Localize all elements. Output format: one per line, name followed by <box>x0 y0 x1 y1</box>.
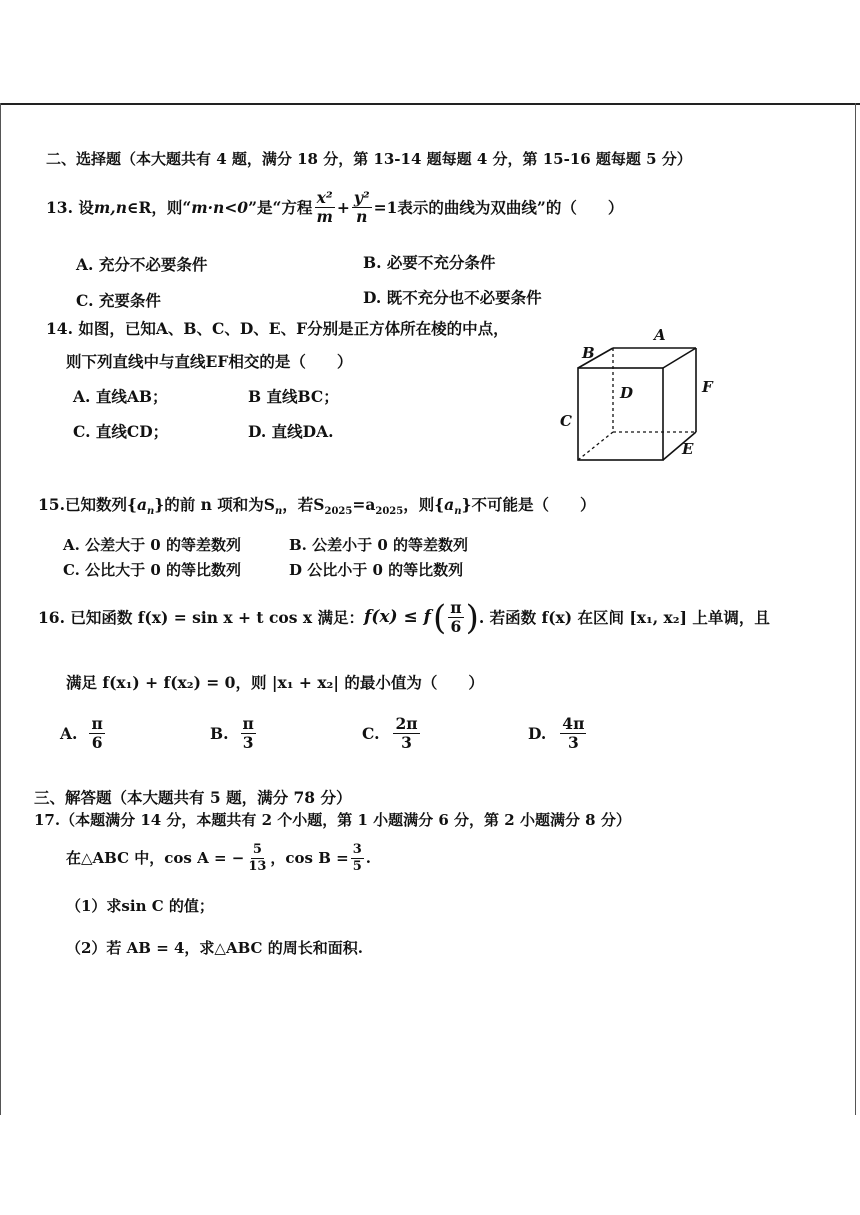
q16-option-b: B. $\frac{\pi}{3}$ <box>210 714 254 753</box>
q14-option-d: D. 直线DA. <box>248 422 334 441</box>
q14-option-b: B 直线BC； <box>248 387 339 406</box>
q16-stem-line1: 16. 已知函数 f(x) = sin x + t cos x 满足： f(x) ≤ f ( $\frac{\pi}{6}$ ) . 若函数 f(x) 在区间 [x₁, x₂] 上单调，且 <box>38 597 770 638</box>
q13-fraction-y: $\frac{\text{y²}}{n}$ <box>353 188 370 227</box>
q16-option-d: D. $\frac{4\pi}{3}$ <box>528 714 585 753</box>
q17-header: 17.（本题满分 14 分，本题共有 2 个小题，第 1 小题满分 6 分，第 2 小题满分 8 分） <box>34 811 631 829</box>
left-border <box>0 103 1 1115</box>
q14-stem-line1: 14. 如图，已知A、B、C、D、E、F分别是正方体所在棱的中点， <box>46 319 509 338</box>
q14-option-c: C. 直线CD； <box>73 422 169 441</box>
q13-option-d: D. 既不充分也不必要条件 <box>363 288 542 307</box>
cube-label-b: B <box>582 344 595 362</box>
q14-stem-line2: 则下列直线中与直线EF相交的是（ ） <box>66 352 353 371</box>
section-2-header: 二、选择题（本大题共有 4 题，满分 18 分，第 13-14 题每题 4 分，第 15-16 题每题 5 分） <box>46 150 692 168</box>
cube-figure <box>548 322 728 472</box>
q17-part-2: （2）若 AB = 4，求△ABC 的周长和面积. <box>66 939 363 957</box>
q13-fraction-x: $\frac{\text{x²}}{m}$ <box>316 188 333 227</box>
q16-stem-line2: 满足 f(x₁) + f(x₂) = 0，则 |x₁ + x₂| 的最小值为（ ） <box>66 673 484 692</box>
q13-option-b: B. 必要不充分条件 <box>363 253 496 272</box>
cube-label-e: E <box>682 440 694 458</box>
cube-label-a: A <box>654 326 666 344</box>
top-rule <box>0 103 860 105</box>
cube-label-f: F <box>702 378 713 396</box>
cube-front-face <box>578 368 663 460</box>
q17-given: 在△ABC 中，cos A = − $\frac{5}{13}$ ，cos B = $\frac{3}{5}$ . <box>66 842 371 874</box>
q14-option-a: A. 直线AB； <box>73 387 168 406</box>
q13-stem: 13. 设 m,n ∈R，则“ m·n<0 ”是“方程 $\frac{\text{x²}}{m}$ + $\frac{\text{y²}}{n}$ =1 表示的曲线为双曲线”的（ ） <box>46 188 624 227</box>
cube-label-d: D <box>620 384 634 402</box>
q13-option-c: C. 充要条件 <box>76 291 161 310</box>
q15-option-a: A. 公差大于 0 的等差数列 <box>63 536 241 554</box>
q15-option-d: D 公比小于 0 的等比数列 <box>289 561 464 579</box>
section-3-header: 三、解答题（本大题共有 5 题，满分 78 分） <box>34 788 352 807</box>
cube-label-c: C <box>560 412 572 430</box>
q15-stem: 15.已知数列$\{a_n\}$的前 n 项和为$S_n$，若$S_{2025}=a_{2025}$，则$\{a_n\}$不可能是（ ） <box>38 495 596 518</box>
q17-part-1: （1）求sin C 的值； <box>66 897 214 915</box>
q13-number: 13. <box>46 198 73 218</box>
q16-option-c: C. $\frac{2\pi}{3}$ <box>362 714 418 753</box>
q16-option-a: A. $\frac{\pi}{6}$ <box>60 714 103 753</box>
q15-option-c: C. 公比大于 0 的等比数列 <box>63 561 242 579</box>
q13-option-a: A. 充分不必要条件 <box>76 255 208 274</box>
right-border <box>855 103 856 1115</box>
q15-option-b: B. 公差小于 0 的等差数列 <box>289 536 469 554</box>
